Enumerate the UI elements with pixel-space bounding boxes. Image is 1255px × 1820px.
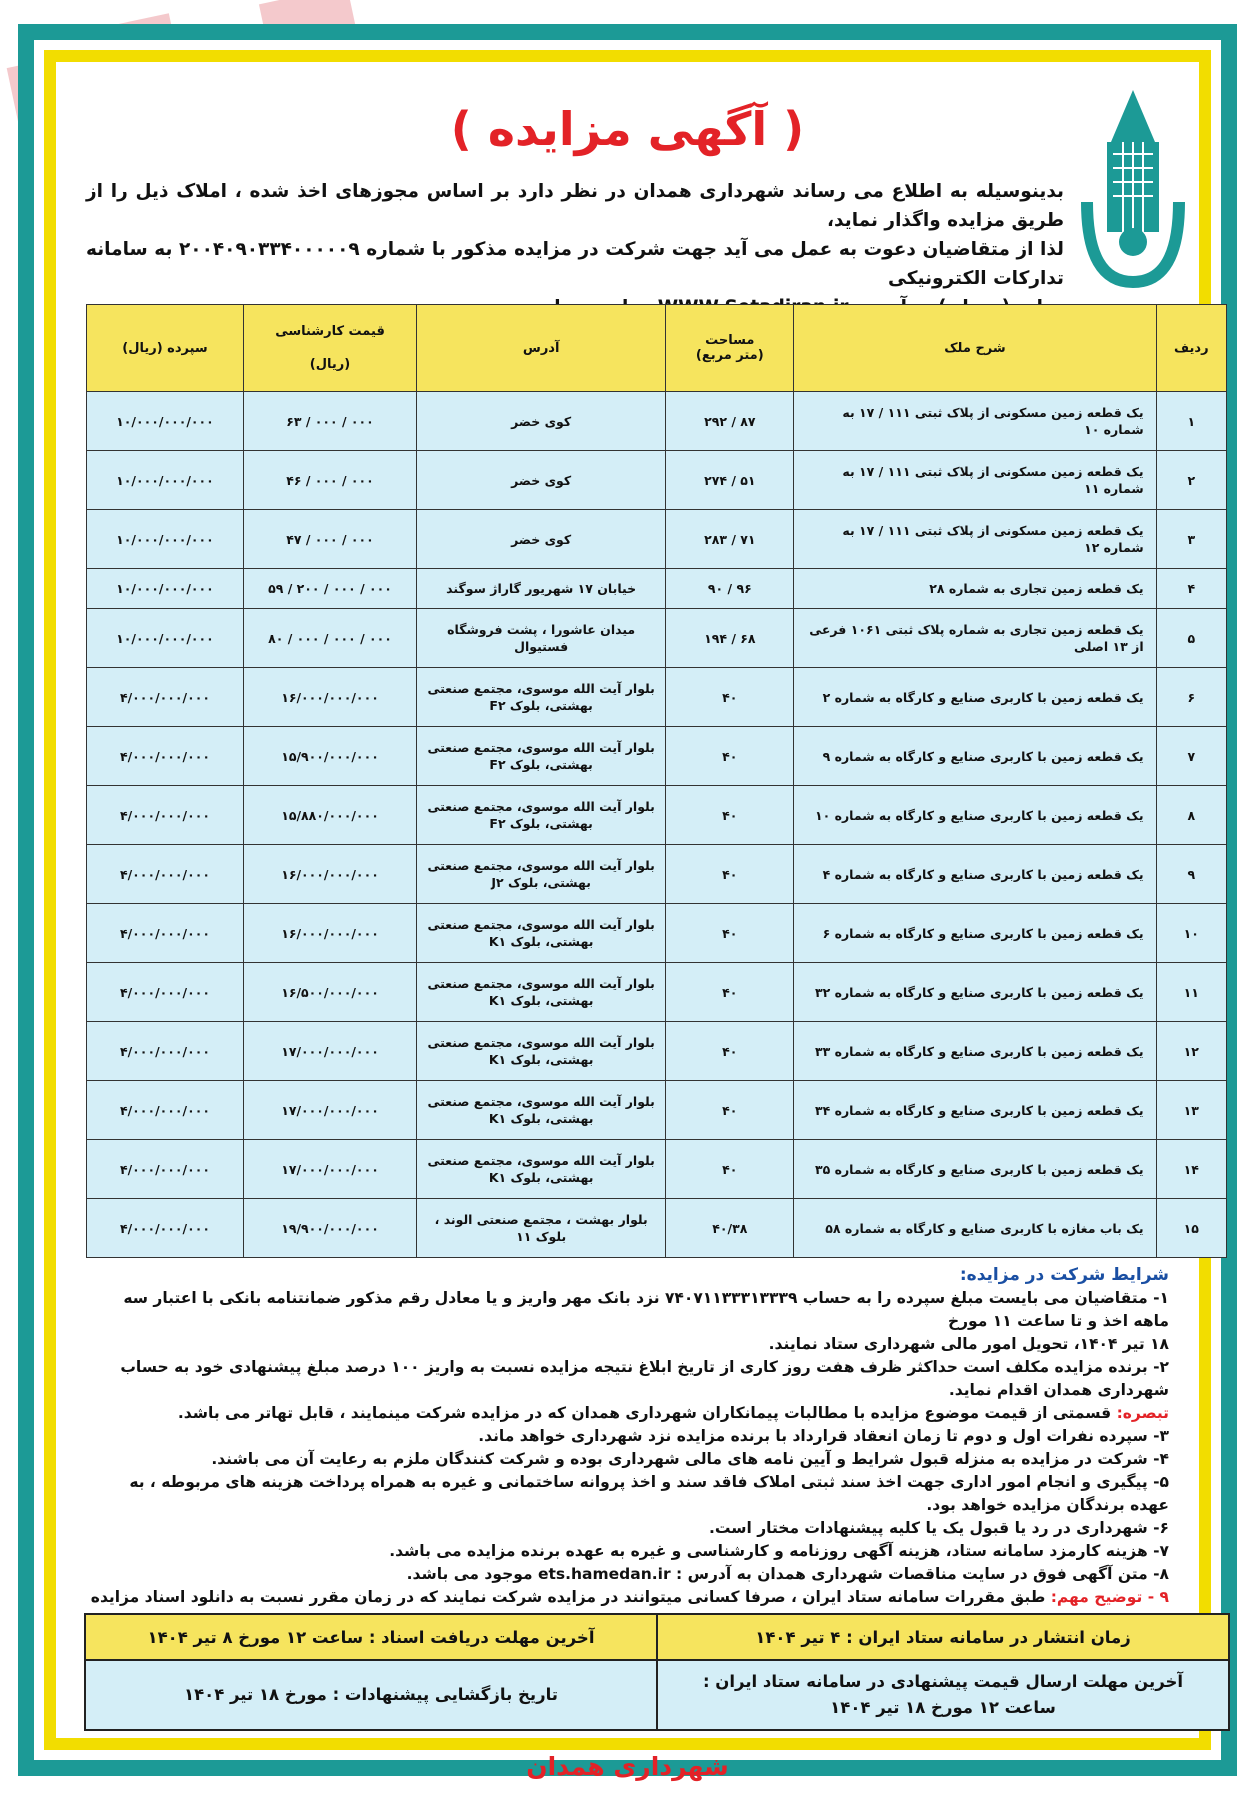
table-row	[87, 786, 1227, 845]
cell-price: ۱۷/۰۰۰/۰۰۰/۰۰۰	[243, 1081, 416, 1140]
cell-description: یک قطعه زمین با کاربری صنایع و کارگاه به شماره ۳۴	[794, 1081, 1156, 1140]
cell-description: یک قطعه زمین مسکونی از پلاک ثبتی ۱۱۱ / ۱۷ به شماره ۱۰	[794, 392, 1156, 451]
cell-row-number: ۱۲	[1156, 1022, 1226, 1081]
cell-row-number: ۸	[1156, 786, 1226, 845]
cell-price: ۰۰۰ / ۰۰۰ / ۶۳	[243, 392, 416, 451]
cell-price: ۱۶/۰۰۰/۰۰۰/۰۰۰	[243, 668, 416, 727]
cell-description: یک قطعه زمین مسکونی از پلاک ثبتی ۱۱۱ / ۱۷ به شماره ۱۱	[794, 451, 1156, 510]
cell-price: ۱۷/۰۰۰/۰۰۰/۰۰۰	[243, 1022, 416, 1081]
cell-description: یک قطعه زمین مسکونی از پلاک ثبتی ۱۱۱ / ۱۷ به شماره ۱۲	[794, 510, 1156, 569]
cell-area: ۴۰	[666, 727, 794, 786]
col-header-description: شرح ملک	[794, 305, 1156, 392]
publish-date: زمان انتشار در سامانه ستاد ایران : ۴ تیر ۱۴۰۴	[657, 1614, 1229, 1660]
table-header-row	[87, 305, 1227, 392]
cell-area: ۷۱ / ۲۸۳	[666, 510, 794, 569]
condition-8b: موجود می باشد.	[406, 1565, 533, 1583]
condition-5: ۵- پیگیری و انجام امور اداری جهت اخذ سند ثبتی املاک فاقد سند و اخذ پروانه ساختمانی و غیره به همراه پرداخت هزینه های مربوطه ، به عهده برندگان مزایده خواهد بود.	[129, 1473, 1169, 1514]
cell-price: ۰۰۰ / ۰۰۰ / ۰۰۰ / ۸۰	[243, 609, 416, 668]
col-header-deposit: سپرده (ریال)	[87, 305, 244, 392]
cell-address: بلوار آیت الله موسوی، مجتمع صنعتی بهشتی، بلوک K۱	[417, 904, 666, 963]
table-row	[87, 727, 1227, 786]
condition-note	[86, 1402, 1169, 1425]
cell-description: یک قطعه زمین با کاربری صنایع و کارگاه به شماره ۳۲	[794, 963, 1156, 1022]
cell-description: یک قطعه زمین با کاربری صنایع و کارگاه به شماره ۲	[794, 668, 1156, 727]
col-header-area	[666, 305, 794, 392]
table-row	[87, 510, 1227, 569]
cell-area: ۸۷ / ۲۹۲	[666, 392, 794, 451]
cell-address: بلوار آیت الله موسوی، مجتمع صنعتی بهشتی، بلوک J۲	[417, 845, 666, 904]
cell-address: کوی خضر	[417, 451, 666, 510]
cell-row-number: ۱۱	[1156, 963, 1226, 1022]
condition-1b: ۱۸ تیر ۱۴۰۴، تحویل امور مالی شهرداری ستاد نمایند.	[768, 1335, 1169, 1353]
cell-description: یک قطعه زمین با کاربری صنایع و کارگاه به شماره ۹	[794, 727, 1156, 786]
cell-area: ۴۰	[666, 845, 794, 904]
cell-description: یک قطعه زمین تجاری به شماره پلاک ثبتی ۱۰۶۱ فرعی از ۱۳ اصلی	[794, 609, 1156, 668]
cell-row-number: ۱۵	[1156, 1199, 1226, 1258]
col-header-price-label: قیمت کارشناسی	[275, 324, 385, 339]
condition-1a: ۱- متقاضیان می بایست مبلغ سپرده را به حساب ۷۴۰۷۱۱۳۳۳۱۳۳۳۹ نزد بانک مهر واریز و یا معادل رقم مذکور ضمانتنامه بانکی با اعتبار سه ماهه اخذ و تا ساعت ۱۱ مورخ	[123, 1289, 1169, 1330]
col-header-area-label: مساحت	[705, 333, 755, 348]
cell-row-number: ۱۴	[1156, 1140, 1226, 1199]
cell-description: یک قطعه زمین با کاربری صنایع و کارگاه به شماره ۳۵	[794, 1140, 1156, 1199]
cell-area: ۴۰/۳۸	[666, 1199, 794, 1258]
cell-deposit: ۱۰/۰۰۰/۰۰۰/۰۰۰	[87, 392, 244, 451]
cell-description: یک قطعه زمین با کاربری صنایع و کارگاه به شماره ۴	[794, 845, 1156, 904]
cell-row-number: ۳	[1156, 510, 1226, 569]
col-header-price-unit: (ریال)	[309, 357, 351, 372]
cell-address: خیابان ۱۷ شهریور گاراژ سوگند	[417, 569, 666, 609]
schedule-table	[84, 1613, 1230, 1731]
table-row	[87, 569, 1227, 609]
condition-4: ۴- شرکت در مزایده به منزله قبول شرایط و آیین نامه های مالی شهرداری بوده و شرکت کنندگان ملزم به رعایت آن می باشند.	[211, 1450, 1169, 1468]
cell-address: کوی خضر	[417, 392, 666, 451]
cell-address: بلوار آیت الله موسوی، مجتمع صنعتی بهشتی، بلوک K۱	[417, 1081, 666, 1140]
condition-9-text: طبق مقررات سامانه ستاد ایران ، صرفا کسانی میتوانند در مزایده شرکت نمایند که در زمان مقرر نسبت به دانلود اسناد مزایده	[90, 1588, 1046, 1606]
schedule-row-2	[85, 1660, 1229, 1730]
cell-deposit: ۴/۰۰۰/۰۰۰/۰۰۰	[87, 1140, 244, 1199]
condition-8a: ۸- متن آگهی فوق در سایت مناقصات شهرداری همدان به آدرس :	[676, 1565, 1169, 1583]
col-header-row-number: ردیف	[1156, 305, 1226, 392]
table-row	[87, 1140, 1227, 1199]
cell-row-number: ۵	[1156, 609, 1226, 668]
condition-9-label: ۹ - توضیح مهم:	[1050, 1588, 1169, 1606]
cell-area: ۵۱ / ۲۷۴	[666, 451, 794, 510]
cell-area: ۴۰	[666, 1022, 794, 1081]
col-header-address: آدرس	[417, 305, 666, 392]
yellow-inner-frame	[44, 50, 1211, 1781]
table-row	[87, 963, 1227, 1022]
cell-area: ۹۶ / ۹۰	[666, 569, 794, 609]
table-row	[87, 609, 1227, 668]
note-label: تبصره:	[1116, 1404, 1169, 1422]
table-row	[87, 845, 1227, 904]
condition-6: ۶- شهرداری در رد یا قبول یک یا کلیه پیشنهادات مختار است.	[708, 1519, 1169, 1537]
cell-deposit: ۴/۰۰۰/۰۰۰/۰۰۰	[87, 904, 244, 963]
condition-3: ۳- سپرده نفرات اول و دوم تا زمان انعقاد قرارداد با برنده مزایده نزد شهرداری خواهد ماند.	[478, 1427, 1169, 1445]
conditions-heading: شرایط شرکت در مزایده:	[959, 1265, 1169, 1285]
conditions-section	[86, 1264, 1169, 1632]
intro-line-2: لذا از متقاضیان دعوت به عمل می آید جهت شرکت در مزایده مذکور با شماره ۲۰۰۴۰۹۰۳۳۴۰۰۰۰۰۹ به سامانه تدارکات الکترونیکی	[86, 239, 1064, 289]
bid-deadline-line-1: آخرین مهلت ارسال قیمت پیشنهادی در سامانه ستاد ایران :	[702, 1672, 1184, 1691]
table-row	[87, 451, 1227, 510]
condition-2: ۲- برنده مزایده مکلف است حداکثر ظرف هفت روز کاری از تاریخ ابلاغ نتیجه مزایده نسبت به واریز ۱۰۰ درصد مبلغ پیشنهادی خود به حساب شهرداری همدان اقدام نماید.	[120, 1358, 1169, 1399]
cell-price: ۱۷/۰۰۰/۰۰۰/۰۰۰	[243, 1140, 416, 1199]
cell-deposit: ۴/۰۰۰/۰۰۰/۰۰۰	[87, 727, 244, 786]
bid-deadline	[657, 1660, 1229, 1730]
page-title: ( آگهی مزایده )	[450, 102, 805, 156]
intro-line-1: بدینوسیله به اطلاع می رساند شهرداری همدان در نظر دارد بر اساس مجوزهای اخذ شده ، املاک ذیل را از طریق مزایده واگذار نماید،	[86, 181, 1064, 231]
cell-price: ۱۹/۹۰۰/۰۰۰/۰۰۰	[243, 1199, 416, 1258]
cell-deposit: ۱۰/۰۰۰/۰۰۰/۰۰۰	[87, 569, 244, 609]
cell-address: بلوار آیت الله موسوی، مجتمع صنعتی بهشتی، بلوک F۲	[417, 786, 666, 845]
cell-description: یک قطعه زمین با کاربری صنایع و کارگاه به شماره ۳۳	[794, 1022, 1156, 1081]
cell-row-number: ۶	[1156, 668, 1226, 727]
cell-price: ۰۰۰ / ۰۰۰ / ۴۷	[243, 510, 416, 569]
schedule-row-1	[85, 1614, 1229, 1660]
properties-table	[86, 304, 1227, 1258]
ets-hamedan-link[interactable]: ets.hamedan.ir	[537, 1565, 671, 1583]
condition-8	[86, 1563, 1169, 1586]
cell-deposit: ۱۰/۰۰۰/۰۰۰/۰۰۰	[87, 609, 244, 668]
cell-deposit: ۴/۰۰۰/۰۰۰/۰۰۰	[87, 963, 244, 1022]
cell-description: یک قطعه زمین تجاری به شماره ۲۸	[794, 569, 1156, 609]
cell-row-number: ۲	[1156, 451, 1226, 510]
cell-description: یک قطعه زمین با کاربری صنایع و کارگاه به شماره ۶	[794, 904, 1156, 963]
footer-signature: شهرداری همدان	[526, 1752, 729, 1781]
col-header-area-unit: (متر مربع)	[695, 348, 764, 363]
table-row	[87, 1199, 1227, 1258]
intro-text	[86, 177, 1064, 322]
cell-address: بلوار آیت الله موسوی، مجتمع صنعتی بهشتی، بلوک F۲	[417, 668, 666, 727]
cell-deposit: ۴/۰۰۰/۰۰۰/۰۰۰	[87, 845, 244, 904]
cell-deposit: ۴/۰۰۰/۰۰۰/۰۰۰	[87, 1081, 244, 1140]
table-row	[87, 668, 1227, 727]
cell-deposit: ۴/۰۰۰/۰۰۰/۰۰۰	[87, 668, 244, 727]
cell-address: میدان عاشورا ، پشت فروشگاه فستیوال	[417, 609, 666, 668]
opening-date: تاریخ بازگشایی پیشنهادات : مورخ ۱۸ تیر ۱۴۰۴	[85, 1660, 657, 1730]
cell-price: ۰۰۰ / ۰۰۰ / ۲۰۰ / ۵۹	[243, 569, 416, 609]
cell-area: ۶۸ / ۱۹۴	[666, 609, 794, 668]
cell-price: ۱۶/۰۰۰/۰۰۰/۰۰۰	[243, 904, 416, 963]
cell-deposit: ۱۰/۰۰۰/۰۰۰/۰۰۰	[87, 451, 244, 510]
cell-area: ۴۰	[666, 786, 794, 845]
table-row	[87, 392, 1227, 451]
cell-deposit: ۴/۰۰۰/۰۰۰/۰۰۰	[87, 1022, 244, 1081]
cell-row-number: ۱۰	[1156, 904, 1226, 963]
cell-price: ۱۶/۰۰۰/۰۰۰/۰۰۰	[243, 845, 416, 904]
document-deadline: آخرین مهلت دریافت اسناد : ساعت ۱۲ مورخ ۸ تیر ۱۴۰۴	[85, 1614, 657, 1660]
condition-7: ۷- هزینه کارمزد سامانه ستاد، هزینه آگهی روزنامه و کارشناسی و غیره به عهده برنده مزایده می باشد.	[389, 1542, 1169, 1560]
cell-deposit: ۴/۰۰۰/۰۰۰/۰۰۰	[87, 786, 244, 845]
cell-address: بلوار بهشت ، مجتمع صنعتی الوند ، بلوک ۱۱	[417, 1199, 666, 1258]
cell-description: یک باب مغازه با کاربری صنایع و کارگاه به شماره ۵۸	[794, 1199, 1156, 1258]
cell-address: بلوار آیت الله موسوی، مجتمع صنعتی بهشتی، بلوک K۱	[417, 1022, 666, 1081]
cell-area: ۴۰	[666, 1140, 794, 1199]
cell-area: ۴۰	[666, 904, 794, 963]
teal-outer-frame	[18, 24, 1237, 1781]
table-row	[87, 904, 1227, 963]
cell-area: ۴۰	[666, 963, 794, 1022]
cell-address: کوی خضر	[417, 510, 666, 569]
cell-price: ۰۰۰ / ۰۰۰ / ۴۶	[243, 451, 416, 510]
cell-price: ۱۶/۵۰۰/۰۰۰/۰۰۰	[243, 963, 416, 1022]
cell-deposit: ۱۰/۰۰۰/۰۰۰/۰۰۰	[87, 510, 244, 569]
cell-area: ۴۰	[666, 668, 794, 727]
cell-price: ۱۵/۸۸۰/۰۰۰/۰۰۰	[243, 786, 416, 845]
cell-address: بلوار آیت الله موسوی، مجتمع صنعتی بهشتی، بلوک F۲	[417, 727, 666, 786]
col-header-price	[243, 305, 416, 392]
bid-deadline-line-2: ساعت ۱۲ مورخ ۱۸ تیر ۱۴۰۴	[830, 1698, 1056, 1717]
table-row	[87, 1022, 1227, 1081]
cell-row-number: ۹	[1156, 845, 1226, 904]
cell-description: یک قطعه زمین با کاربری صنایع و کارگاه به شماره ۱۰	[794, 786, 1156, 845]
cell-address: بلوار آیت الله موسوی، مجتمع صنعتی بهشتی، بلوک K۱	[417, 963, 666, 1022]
note-text: قسمتی از قیمت موضوع مزایده با مطالبات پیمانکاران شهرداری همدان که در مزایده شرکت مینمایند ، قابل تهاتر می باشد.	[177, 1404, 1112, 1422]
cell-price: ۱۵/۹۰۰/۰۰۰/۰۰۰	[243, 727, 416, 786]
cell-row-number: ۱	[1156, 392, 1226, 451]
cell-row-number: ۴	[1156, 569, 1226, 609]
cell-row-number: ۷	[1156, 727, 1226, 786]
cell-address: بلوار آیت الله موسوی، مجتمع صنعتی بهشتی، بلوک K۱	[417, 1140, 666, 1199]
cell-area: ۴۰	[666, 1081, 794, 1140]
table-row	[87, 1081, 1227, 1140]
cell-row-number: ۱۳	[1156, 1081, 1226, 1140]
cell-deposit: ۴/۰۰۰/۰۰۰/۰۰۰	[87, 1199, 244, 1258]
